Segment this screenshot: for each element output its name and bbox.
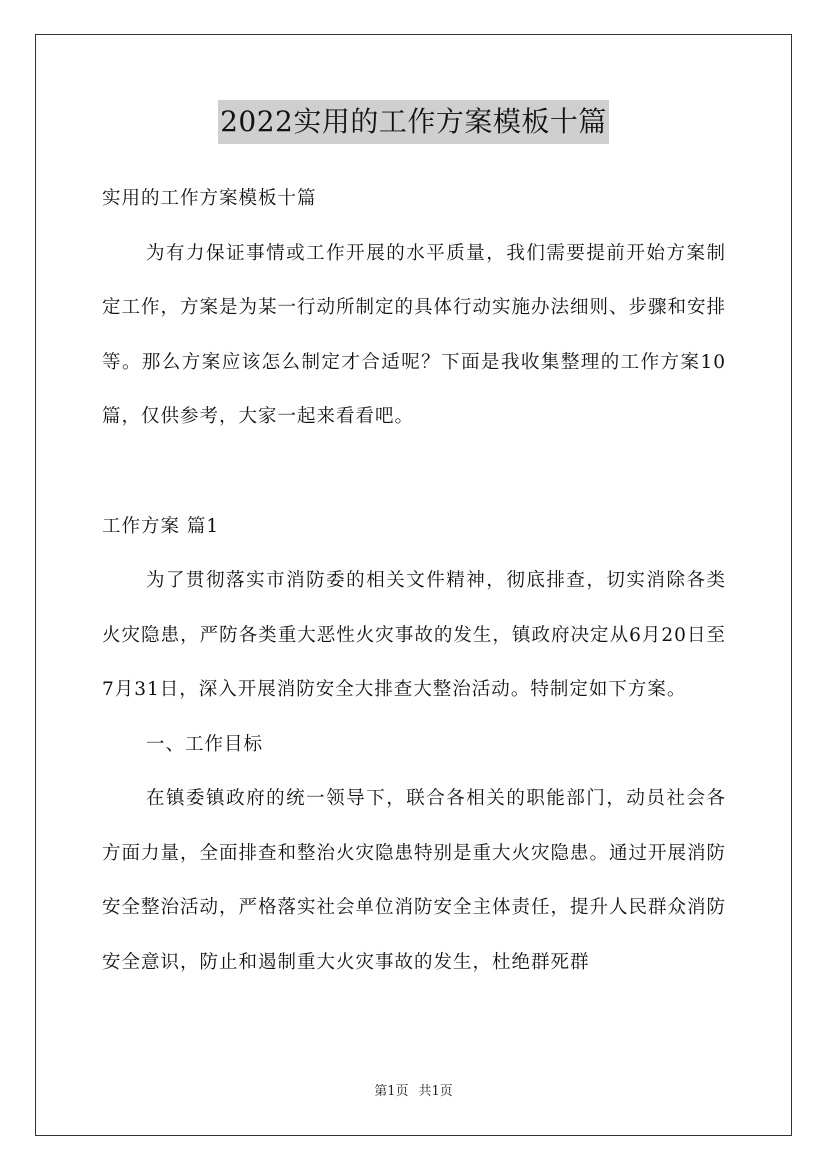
document-subtitle: 实用的工作方案模板十篇 [102, 188, 317, 209]
title-wrap [0, 100, 827, 144]
section-paragraph-2: 在镇委镇政府的统一领导下，联合各相关的职能部门，动员社会各方面力量，全面排查和整治火灾隐患特别是重大火灾隐患。通过开展消防安全整治活动，严格落实社会单位消防安全主体责任，提升人民群众消防安全意识，防止和遏制重大火灾事故的发生，杜绝群死群 [102, 788, 727, 973]
page-current: 第1页 [374, 1084, 409, 1099]
intro-paragraph: 为有力保证事情或工作开展的水平质量，我们需要提前开始方案制定工作，方案是为某一行动所制定的具体行动实施办法细则、步骤和安排等。那么方案应该怎么制定才合适呢？下面是我收集整理的工作方案10篇，仅供参考，大家一起来看看吧。 [102, 242, 727, 427]
paragraph-gap [102, 445, 726, 500]
subheading-goals: 一、工作目标 [146, 733, 264, 755]
document-body [102, 172, 726, 990]
section-heading: 工作方案 篇1 [102, 515, 220, 537]
section-paragraph-1: 为了贯彻落实市消防委的相关文件精神，彻底排查，切实消除各类火灾隐患，严防各类重大恶性火灾事故的发生，镇政府决定从6月20日至7月31日，深入开展消防安全大排查大整治活动。特制定如下方案。 [102, 570, 726, 700]
document-title: 2022实用的工作方案模板十篇 [218, 100, 609, 144]
page-footer [0, 1083, 827, 1101]
page-total: 共1页 [418, 1084, 453, 1099]
